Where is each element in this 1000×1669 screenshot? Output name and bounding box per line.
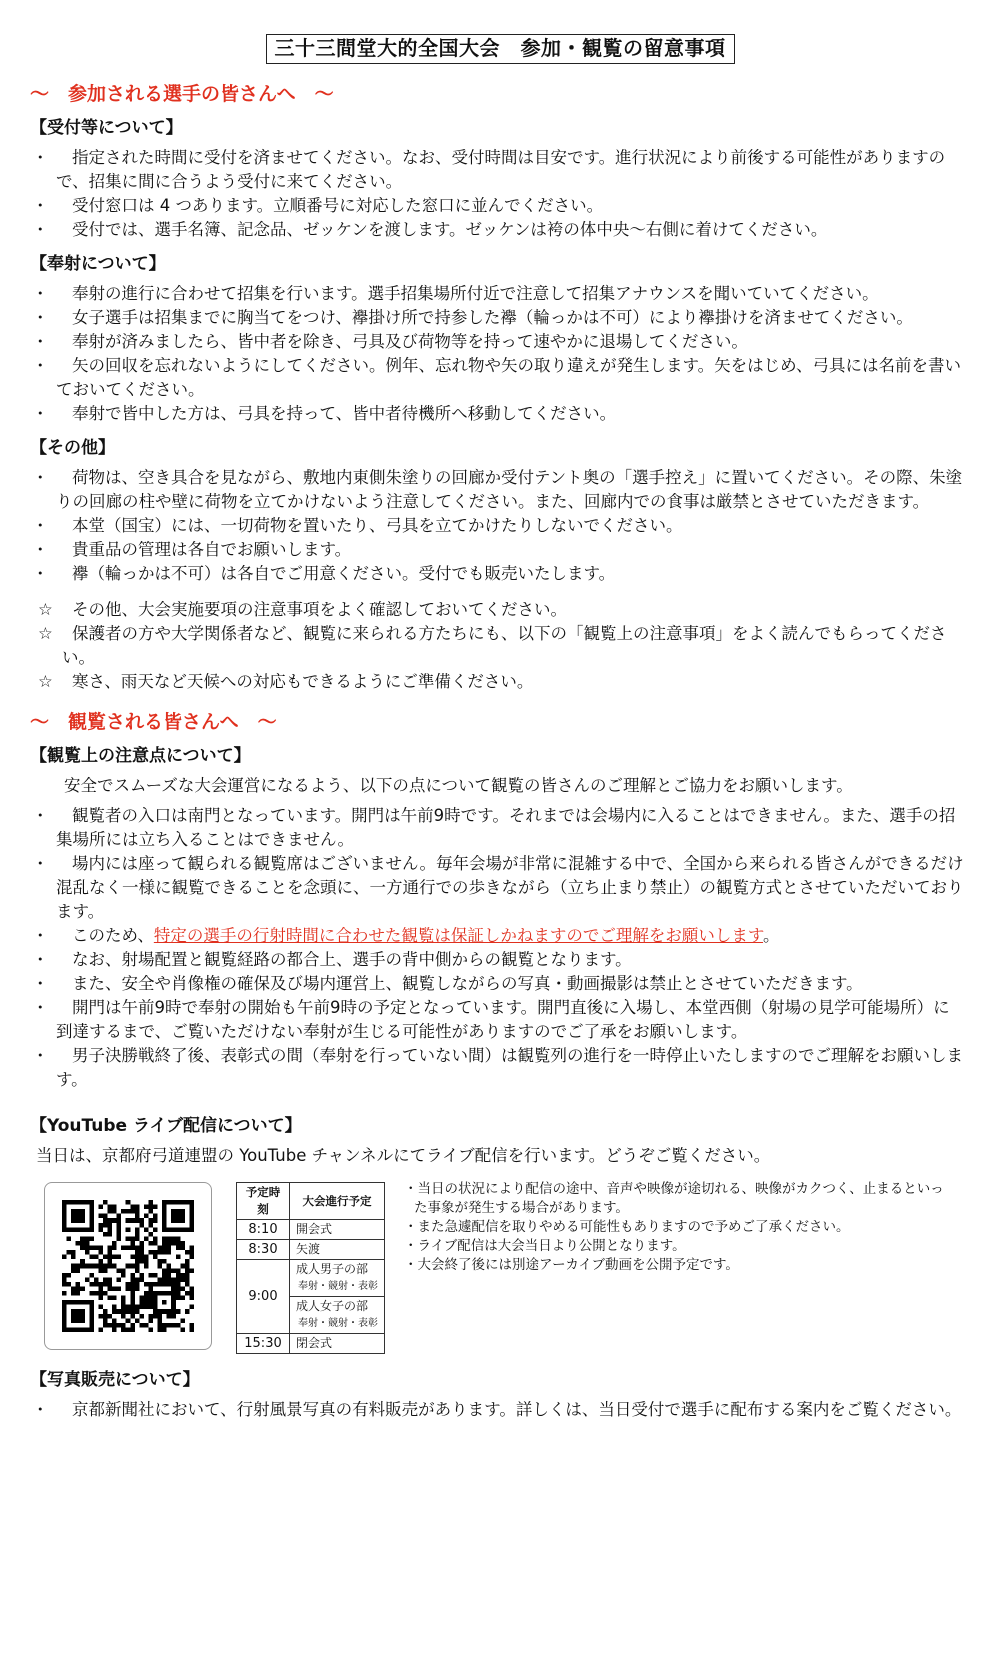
other-heading: 【その他】 [30,438,115,458]
list-item: ・ 開門は午前9時で奉射の開始も午前9時の予定となっています。開門直後に入場し、本堂西側（射場の見学可能場所）に到達するまで、ご覧いただけない奉射が生じる可能性がありますのでご了承をお願いします。 [32,998,950,1041]
table-header-row [237,1183,385,1220]
list-item: ・ このため、特定の選手の行射時間に合わせた観覧は保証しかねますのでご理解をお願いします。 [32,926,780,945]
schedule-table [236,1182,385,1354]
list-item: ・ 荷物は、空き具合を見ながら、敷地内東側朱塗りの回廊か受付テント奥の「選手控え」に置いてください。その際、朱塗りの回廊の柱や壁に荷物を立てかけないよう注意してください。また、回廊内での食事は厳禁とさせていただきます。 [32,468,963,511]
list-item: ・ 男子決勝戦終了後、表彰式の間（奉射を行っていない間）は観覧列の進行を一時停止いたしますのでご理解をお願いします。 [32,1046,963,1089]
list-item: ・ 本堂（国宝）には、一切荷物を置いたり、弓具を立てかけたりしないでください。 [32,516,683,535]
table-row: 8:10 開会式 [237,1220,385,1240]
other-list [0,466,1000,586]
list-item: ・ 観覧者の入口は南門となっています。開門は午前9時です。それまでは会場内に入ることはできません。また、選手の招集場所には立ち入ることはできません。 [32,806,956,849]
list-item: ・ なお、射場配置と観覧経路の都合上、選手の背中側からの観覧となります。 [32,950,632,969]
qr-code-icon [62,1200,194,1332]
page-title: 三十三間堂大的全国大会 参加・観覧の留意事項 [266,34,735,64]
list-item: ・ 奉射で皆中した方は、弓具を持って、皆中者待機所へ移動してください。 [32,404,617,423]
list-item: ・ 指定された時間に受付を済ませてください。なお、受付時間は目安です。進行状況により前後する可能性がありますので、招集に間に合うよう受付に来てください。 [32,148,946,191]
star-notes [0,598,1000,694]
table-row: 9:00 成人男子の部 奉射・競射・表彰 [237,1260,385,1297]
viewing-intro: 安全でスムーズな大会運営になるよう、以下の点について観覧の皆さんのご理解とご協力をお願いします。 [64,776,853,795]
list-item: ・ また、安全や肖像権の確保及び場内運営上、観覧しながらの写真・動画撮影は禁止とさせていただきます。 [32,974,863,993]
reception-heading: 【受付等について】 [30,118,183,138]
youtube-info-row [0,1174,1000,1364]
star-item: ☆ 寒さ、雨天など天候への対応もできるようにご準備ください。 [38,670,964,694]
important-notice: 特定の選手の行射時間に合わせた観覧は保証しかねますのでご理解をお願いします [153,926,764,945]
list-item: ・ 受付では、選手名簿、記念品、ゼッケンを渡します。ゼッケンは袴の体中央～右側に着けてください。 [32,220,828,239]
col-header-event: 大会進行予定 [290,1183,385,1220]
livestream-notes: ・当日の状況により配信の途中、音声や映像が途切れる、映像がカクつく、止まるといった事象が発生する場合があります。 ・また急遽配信を取りやめる可能性もありますので予めご了承ください。 ・ライブ配信は大会当日より公開となります。 ・大会終了後には別途アーカイブ動画を公開予定です。 [404,1181,944,1273]
list-item: ・ 貴重品の管理は各自でお願いします。 [32,540,352,559]
table-row: 8:30 矢渡 [237,1240,385,1260]
star-icon: ☆ [38,600,53,619]
list-item: ・ 女子選手は招集までに胸当てをつけ、襷掛け所で持参した襷（輪っかは不可）により襷掛けを済ませてください。 [32,308,913,327]
shooting-list [0,282,1000,426]
list-item: ・ 襷（輪っかは不可）は各自でご用意ください。受付でも販売いたします。 [32,564,616,583]
players-section-heading: ～ 参加される選手の皆さんへ ～ [30,83,334,105]
star-item: ☆ その他、大会実施要項の注意事項をよく確認しておいてください。 [38,598,964,622]
list-item: ・ 奉射の進行に合わせて招集を行います。選手招集場所付近で注意して招集アナウンスを聞いていてください。 [32,284,879,303]
photo-list [0,1398,1000,1422]
list-item: ・ 矢の回収を忘れないようにしてください。例年、忘れ物や矢の取り違えが発生します。矢をはじめ、弓具には名前を書いておいてください。 [32,356,962,399]
star-icon: ☆ [38,624,53,643]
list-item: ・ 受付窓口は 4 つあります。立順番号に対応した窓口に並んでください。 [32,196,604,215]
star-icon: ☆ [38,672,53,691]
photo-heading: 【写真販売について】 [30,1370,200,1390]
list-item: ・ 奉射が済みましたら、皆中者を除き、弓具及び荷物等を持って速やかに退場してください。 [32,332,748,351]
col-header-time: 予定時刻 [237,1183,290,1220]
youtube-intro: 当日は、京都府弓道連盟の YouTube チャンネルにてライブ配信を行います。どうぞご覧ください。 [36,1146,771,1165]
shooting-heading: 【奉射について】 [30,254,166,274]
qr-code[interactable] [44,1182,212,1350]
viewers-section-heading: ～ 観覧される皆さんへ ～ [30,711,277,733]
reception-list [0,146,1000,242]
table-row: 15:30 閉会式 [237,1334,385,1354]
table-row: 成人女子の部 奉射・競射・表彰 [237,1297,385,1334]
list-item: ・ 場内には座って観られる観覧席はございません。毎年会場が非常に混雑する中で、全国から来られる皆さんができるだけ混乱なく一様に観覧できることを念頭に、一方通行での歩きながら（立ち止まり禁止）の観覧方式とさせていただいております。 [32,854,964,921]
viewing-notes-heading: 【観覧上の注意点について】 [30,746,251,766]
list-item: ・ 京都新聞社において、行射風景写真の有料販売があります。詳しくは、当日受付で選手に配布する案内をご覧ください。 [32,1400,962,1419]
star-item: ☆ 保護者の方や大学関係者など、観覧に来られる方たちにも、以下の「観覧上の注意事項」をよく読んでもらってください。 [38,624,947,667]
viewing-list [0,804,1000,1092]
youtube-heading: 【YouTube ライブ配信について】 [30,1116,302,1136]
